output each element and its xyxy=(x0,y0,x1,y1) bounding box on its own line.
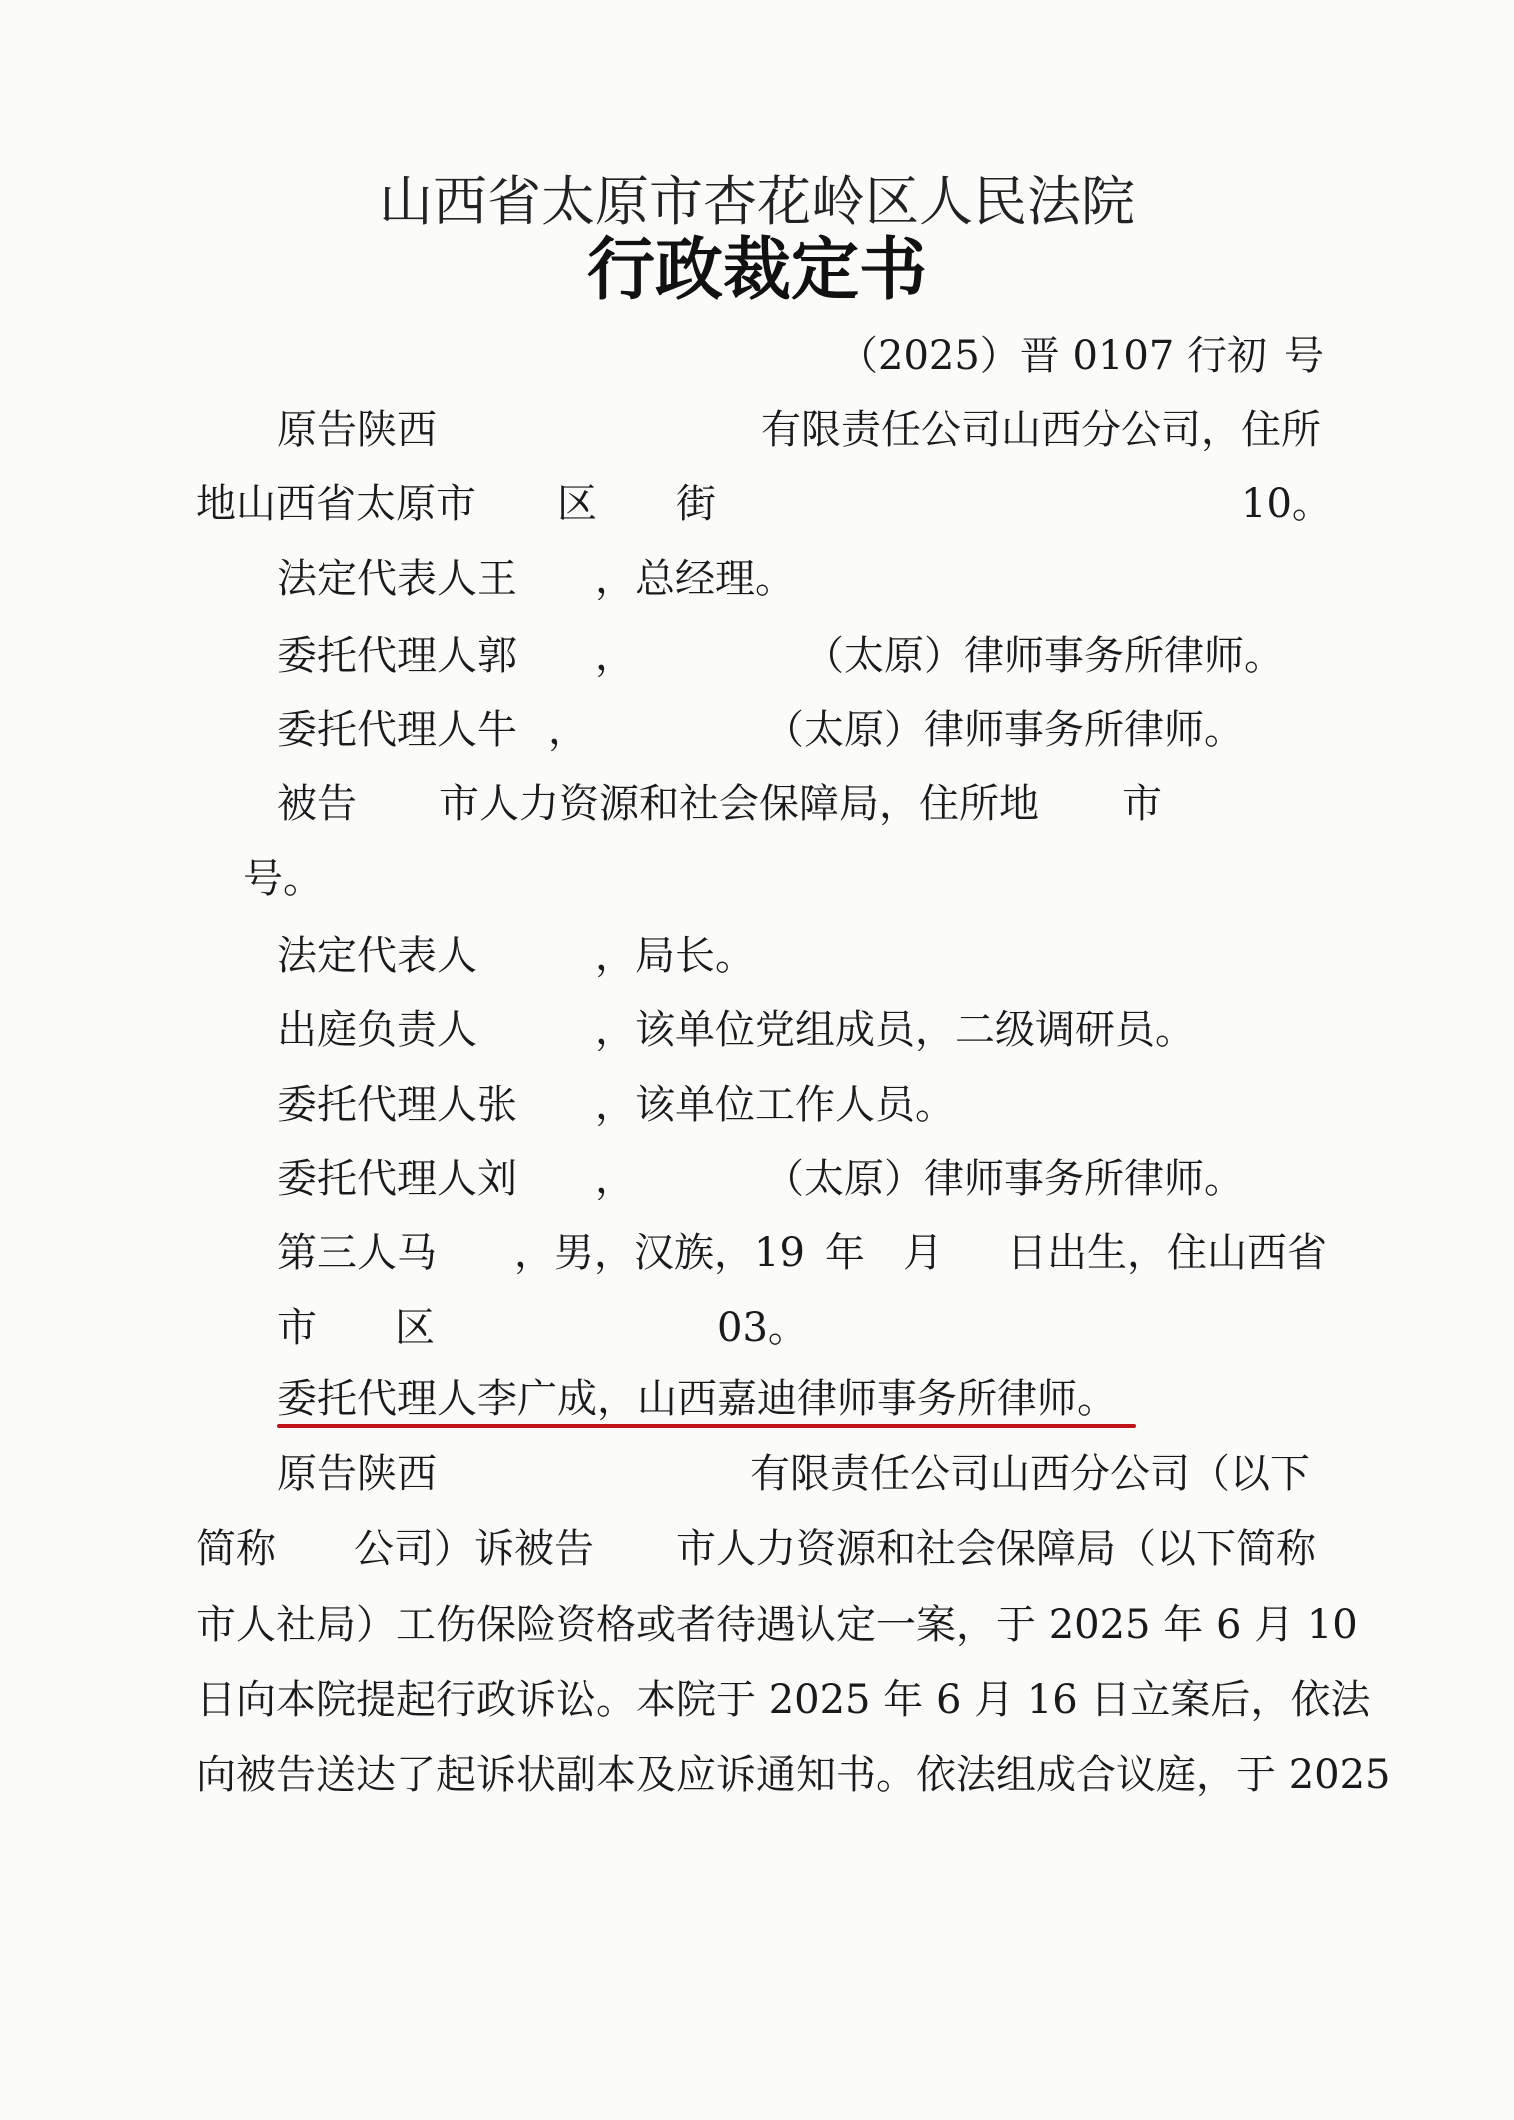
agent2-firm: （太原）律师事务所律师。 xyxy=(764,707,1244,753)
def-rep-label: 法定代表人 xyxy=(277,933,477,979)
agent2-comma: ， xyxy=(548,707,588,753)
body-abbrev-company: 公司）诉被告 xyxy=(354,1526,594,1572)
body-plaintiff-name: 有限责任公司山西分公司（以下 xyxy=(750,1451,1310,1497)
defendant-address-number: 号。 xyxy=(243,856,323,902)
plaintiff-address-street: 街 xyxy=(676,481,716,527)
defendant-city: 市 xyxy=(1122,781,1162,827)
def-rep-title: ，局长。 xyxy=(595,933,755,979)
plaintiff-address-number: 10。 xyxy=(1241,481,1332,527)
third-party-info: ，男，汉族，19 xyxy=(514,1230,805,1276)
body-abbrev-label: 简称 xyxy=(196,1526,276,1572)
plaintiff-address: 地山西省太原市 xyxy=(196,481,476,527)
agent2-label: 委托代理人牛 xyxy=(277,707,517,753)
body-line-5: 向被告送达了起诉状副本及应诉通知书。依法组成合议庭，于 2025 xyxy=(196,1752,1391,1798)
legal-rep-title: ，总经理。 xyxy=(595,556,795,602)
plaintiff-address-district: 区 xyxy=(557,481,597,527)
body-plaintiff-label: 原告陕西 xyxy=(277,1451,437,1497)
body-defendant: 市人力资源和社会保障局（以下简称 xyxy=(676,1526,1316,1572)
agent4-label: 委托代理人刘 xyxy=(277,1156,517,1202)
third-party-month: 月 xyxy=(903,1230,943,1276)
agent1-comma: ， xyxy=(595,633,635,679)
agent1-firm: （太原）律师事务所律师。 xyxy=(804,633,1284,679)
third-party-number: 03。 xyxy=(717,1305,808,1351)
agent3-title: ，该单位工作人员。 xyxy=(595,1082,955,1128)
legal-rep-label: 法定代表人王 xyxy=(277,556,517,602)
agent3-label: 委托代理人张 xyxy=(277,1082,517,1128)
case-number-suffix: 号 xyxy=(1284,333,1324,379)
agent4-firm: （太原）律师事务所律师。 xyxy=(764,1156,1244,1202)
document-title: 行政裁定书 xyxy=(586,230,927,310)
red-underline xyxy=(277,1424,1136,1428)
third-party-birth: 日出生，住山西省 xyxy=(1007,1230,1327,1276)
third-party-year: 年 xyxy=(825,1230,865,1276)
agent1-label: 委托代理人郭 xyxy=(277,633,517,679)
third-party-district: 区 xyxy=(395,1305,435,1351)
plaintiff-label: 原告陕西 xyxy=(277,407,437,453)
body-line-3: 市人社局）工伤保险资格或者待遇认定一案，于 2025 年 6 月 10 xyxy=(196,1602,1358,1648)
third-party-city: 市 xyxy=(277,1305,317,1351)
court-resp-label: 出庭负责人 xyxy=(277,1007,477,1053)
court-resp-title: ，该单位党组成员，二级调研员。 xyxy=(595,1007,1195,1053)
agent4-comma: ， xyxy=(595,1156,635,1202)
third-party-label: 第三人马 xyxy=(277,1230,437,1276)
body-line-4: 日向本院提起行政诉讼。本院于 2025 年 6 月 16 日立案后，依法 xyxy=(196,1677,1371,1723)
defendant-label: 被告 xyxy=(277,781,357,827)
defendant-name: 市人力资源和社会保障局，住所地 xyxy=(439,781,1039,827)
case-number: （2025）晋 0107 行初 xyxy=(838,333,1268,379)
plaintiff-name: 有限责任公司山西分公司，住所 xyxy=(761,407,1321,453)
agent5-highlighted: 委托代理人李广成，山西嘉迪律师事务所律师。 xyxy=(277,1376,1117,1422)
court-name: 山西省太原市杏花岭区人民法院 xyxy=(379,170,1135,233)
